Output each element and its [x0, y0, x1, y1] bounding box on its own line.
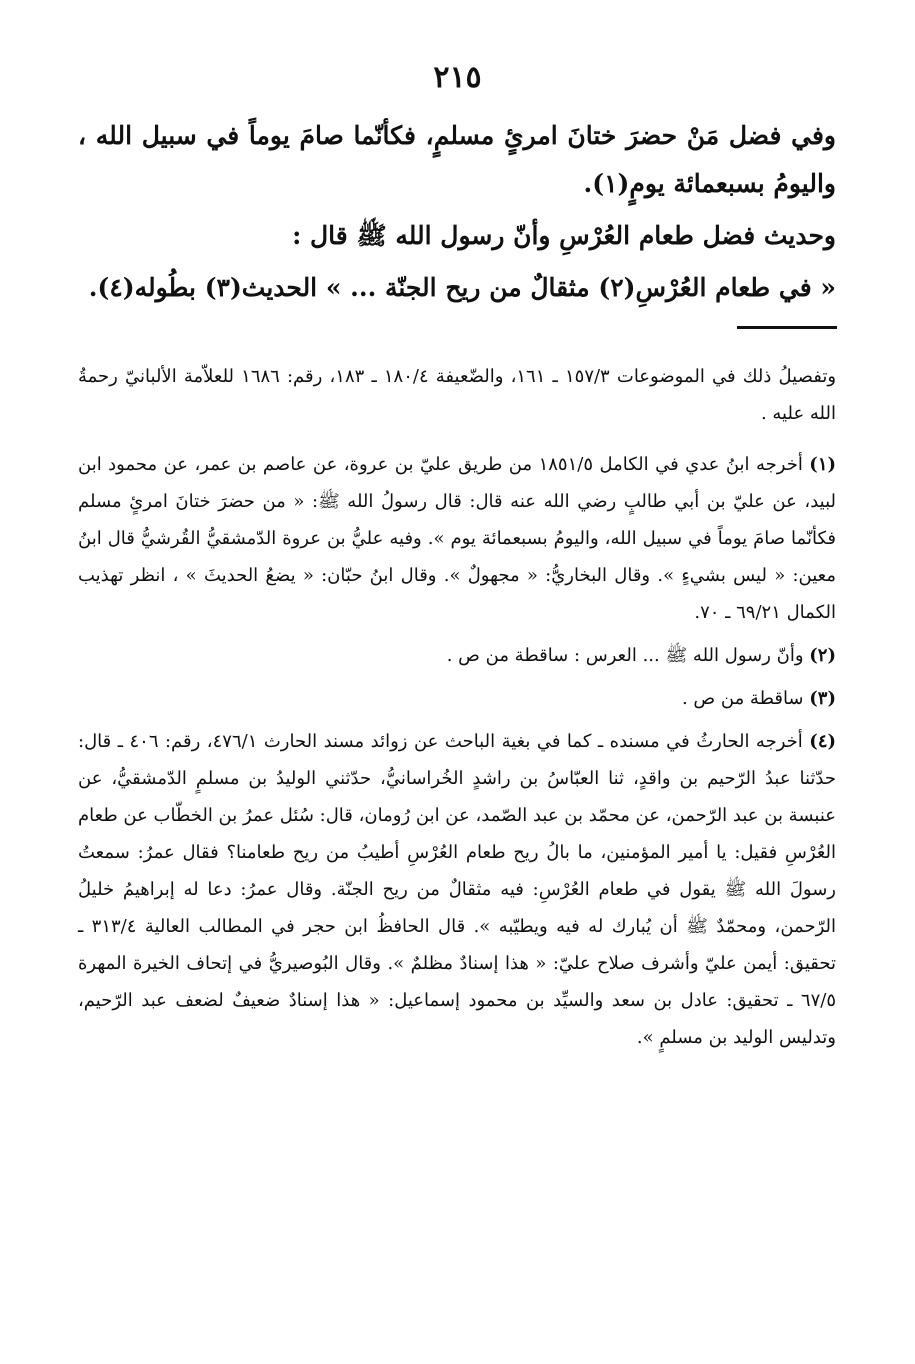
- main-paragraph-wedding-hadith-intro: وحديث فضل طعام العُرْسِ وأنّ رسول الله ﷺ قال :: [292, 221, 836, 250]
- footnote-number: (١): [809, 454, 837, 475]
- footnote-text: أخرجه الحارثُ في مسنده ـ كما في بغية الباحث عن زوائد مسند الحارث ٤٧٦/١، رقم: ٤٠٦ ـ قال: حدّثنا عبدُ الرّحيم بن واقدٍ، ثنا العبّاسُ بن راشدٍ الخُراسانيُّ، حدّثني الوليدُ بن مسلمٍ الدّمشقيُّ، عن عنبسة بن عبد الرّحمن، عن محمّد بن عبد الصّمد، عن ابن رُومان، قال: سُئل عمرُ بن الخطّاب عن طعام العُرْسِ فقيل: يا أمير المؤمنين، ما بالُ ريح طعام العُرْسِ أطيبُ من ريح طعامنا؟ فقال عمرُ: سمعتُ رسولَ الله ﷺ يقول في طعام العُرْسِ: فيه مثقالٌ من ريح الجنّة. وقال عمرُ: دعا له إبراهيمُ خليلُ الرّحمن، ومحمّدٌ ﷺ أن يُبارك له فيه ويطيّبه ». قال الحافظُ ابن حجر في المطالب العالية ٣١٣/٤ ـ تحقيق: أيمن عليّ وأشرف صلاح عليّ: « هذا إسنادٌ مظلمٌ ». وقال البُوصيريُّ في إتحاف الخيرة المهرة ٦٧/٥ ـ تحقيق: عادل بن سعد والسيِّد بن محمود إسماعيل: « هذا إسنادٌ ضعيفٌ لضعف عبد الرّحيم، وتدليس الوليد بن مسلمٍ ».: [78, 731, 836, 1048]
- footnote-text: ساقطة من ص .: [681, 688, 804, 709]
- footnote-intro: وتفصيلُ ذلك في الموضوعات ١٥٧/٣ ـ ١٦١، والضّعيفة ١٨٠/٤ ـ ١٨٣، رقم: ١٦٨٦ للعلاّمة الألبانيّ رحمةُ الله عليه .: [78, 366, 837, 424]
- footnote-2: [78, 637, 836, 674]
- main-paragraph-wedding-hadith-quote: « في طعام العُرْسِ(٢) مثقالٌ من ريح الجنّة ... » الحديث(٣) بطُوله(٤).: [88, 273, 836, 302]
- main-paragraph-circumcision: وفي فضل مَنْ حضرَ ختانَ امرئٍ مسلمٍ، فكأنّما صامَ يوماً في سبيل الله ، واليومُ بسبعمائة يومٍ(١).: [78, 121, 836, 198]
- footnote-number: (٣): [809, 688, 836, 709]
- footnote-1: [78, 446, 836, 631]
- footnote-text: وأنّ رسول الله ﷺ ... العرس : ساقطة من ص .: [446, 645, 804, 666]
- footnote-separator: [737, 326, 837, 329]
- footnote-number: (٢): [809, 645, 836, 666]
- footnote-text: أخرجه ابنُ عدي في الكامل ١٨٥١/٥ من طريق عليّ بن عروة، عن عاصم بن عمر، عن محمود ابن لبيد، عن عليّ بن أبي طالبٍ رضي الله عنه قال: قال رسولُ الله ﷺ: « من حضرَ ختانَ امرئٍ مسلم فكأنّما صامَ يوماً في سبيل الله، واليومُ بسبعمائة يوم ». وفيه عليُّ بن عروة الدّمشقيُّ القُرشيُّ قال ابنُ معين: « ليس بشيءٍ ». وقال البخاريُّ: « مجهولٌ ». وقال ابنُ حبّان: « يضعُ الحديثَ » ، انظر تهذيب الكمال ٦٩/٢١ ـ ٧٠.: [78, 454, 836, 623]
- page-number: ٢١٥: [433, 60, 482, 95]
- footnote-number: (٤): [809, 731, 837, 752]
- main-text: [78, 112, 836, 316]
- footnote-4: [78, 723, 836, 1056]
- footnote-3: [78, 680, 836, 717]
- footnotes: [78, 358, 836, 1056]
